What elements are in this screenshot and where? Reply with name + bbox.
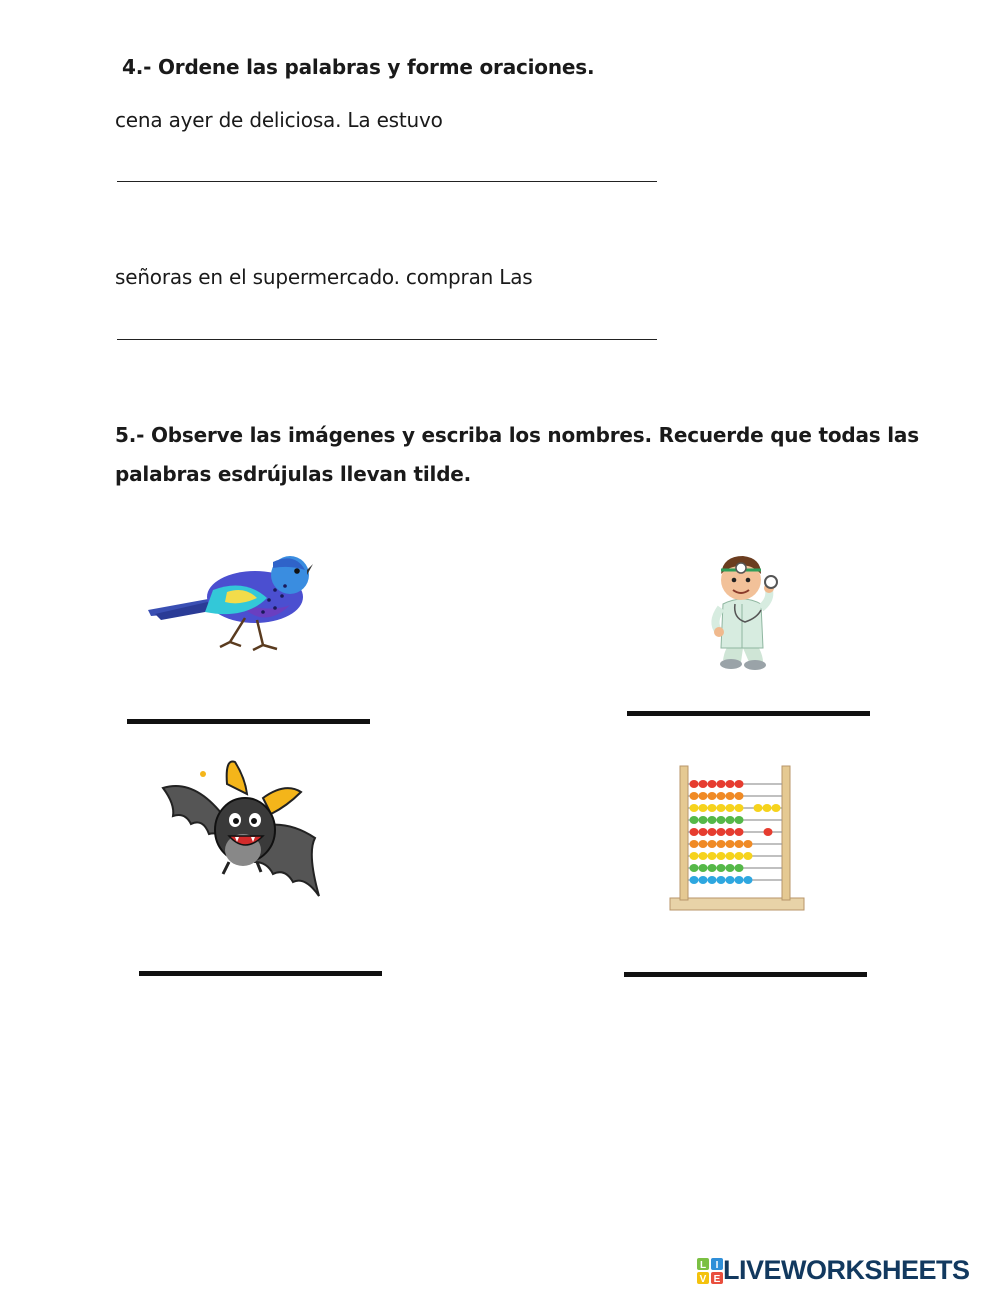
section-5-title-line-2: palabras esdrújulas llevan tilde. [115, 462, 472, 486]
answer-line-2 [117, 339, 657, 340]
scrambled-sentence-1: cena ayer de deliciosa. La estuvo [115, 108, 443, 132]
abacus-picture [668, 762, 806, 914]
scrambled-sentence-2: señoras en el supermercado. compran Las [115, 265, 533, 289]
answer-input-2[interactable] [117, 308, 661, 338]
svg-text:E: E [713, 1273, 721, 1284]
doctor-answer-line[interactable] [627, 711, 870, 716]
liveworksheets-logo-icon [697, 1258, 723, 1284]
svg-text:L: L [699, 1259, 707, 1271]
section-4-title: 4.- Ordene las palabras y forme oraciones. [122, 55, 595, 79]
liveworksheets-logo [697, 1255, 970, 1286]
svg-text:I: I [715, 1259, 719, 1271]
answer-line-1 [117, 181, 657, 182]
svg-text:V: V [699, 1273, 707, 1284]
bat-answer-line[interactable] [139, 971, 382, 976]
abacus-answer-line[interactable] [624, 972, 867, 977]
answer-input-1[interactable] [117, 150, 661, 180]
bird-picture [145, 550, 315, 655]
liveworksheets-logo-text: LIVEWORKSHEETS [723, 1255, 970, 1285]
doctor-picture [705, 552, 780, 672]
bat-picture [155, 758, 325, 898]
bird-answer-line[interactable] [127, 719, 370, 724]
section-5-title-line-1: 5.- Observe las imágenes y escriba los nombres. Recuerde que todas las [115, 423, 919, 447]
